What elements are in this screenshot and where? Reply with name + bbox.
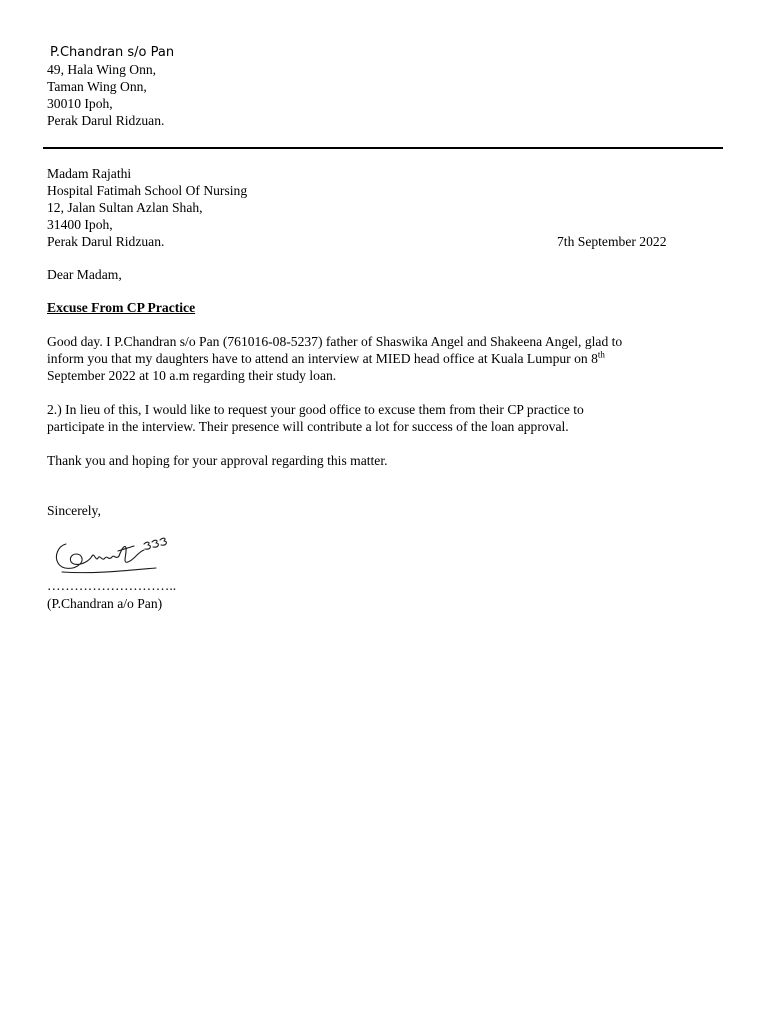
sender-address-line-3: 30010 Ipoh, bbox=[47, 96, 113, 111]
sender-block bbox=[47, 44, 174, 129]
signer-name: (P.Chandran a/o Pan) bbox=[47, 596, 163, 611]
sender-name: P.Chandran s/o Pan bbox=[50, 45, 175, 60]
body-p1-line-3: September 2022 at 10 a.m regarding their study loan. bbox=[47, 368, 337, 383]
subject-heading: Excuse From CP Practice bbox=[47, 300, 196, 315]
body-p2-line-2: participate in the interview. Their presence will contribute a lot for success of the loan approval. bbox=[47, 419, 569, 434]
recipient-address-line-2: 12, Jalan Sultan Azlan Shah, bbox=[47, 200, 203, 215]
body-paragraph-1 bbox=[47, 333, 737, 384]
salutation: Dear Madam, bbox=[47, 267, 122, 282]
closing: Sincerely, bbox=[47, 503, 101, 518]
signature-line: ……………………….. bbox=[47, 578, 177, 593]
handwritten-signature bbox=[52, 534, 170, 578]
body-p3-line-1: Thank you and hoping for your approval regarding this matter. bbox=[47, 453, 388, 468]
body-p1-line-2-text: inform you that my daughters have to attend an interview at MIED head office at Kuala Lumpur on 8 bbox=[47, 351, 598, 366]
body-p2-line-1: 2.) In lieu of this, I would like to request your good office to excuse them from their CP practice to bbox=[47, 402, 584, 417]
letter-date: 7th September 2022 bbox=[557, 234, 667, 249]
ordinal-suffix: th bbox=[597, 349, 605, 360]
sender-address-line-1: 49, Hala Wing Onn, bbox=[47, 62, 157, 77]
recipient-address-line-1: Hospital Fatimah School Of Nursing bbox=[47, 183, 248, 198]
body-paragraph-2 bbox=[47, 401, 737, 435]
body-p1-line-2 bbox=[47, 350, 737, 367]
sender-address-line-4: Perak Darul Ridzuan. bbox=[47, 113, 165, 128]
sender-address-line-2: Taman Wing Onn, bbox=[47, 79, 147, 94]
recipient-address-line-3: 31400 Ipoh, bbox=[47, 217, 113, 232]
body-p1-line-1: Good day. I P.Chandran s/o Pan (761016-08-5237) father of Shaswika Angel and Shakeena Angel, glad to bbox=[47, 334, 623, 349]
recipient-block bbox=[47, 165, 247, 250]
header-divider bbox=[43, 147, 723, 149]
recipient-address-line-4: Perak Darul Ridzuan. bbox=[47, 234, 165, 249]
recipient-name: Madam Rajathi bbox=[47, 166, 132, 181]
body-paragraph-3 bbox=[47, 452, 737, 469]
